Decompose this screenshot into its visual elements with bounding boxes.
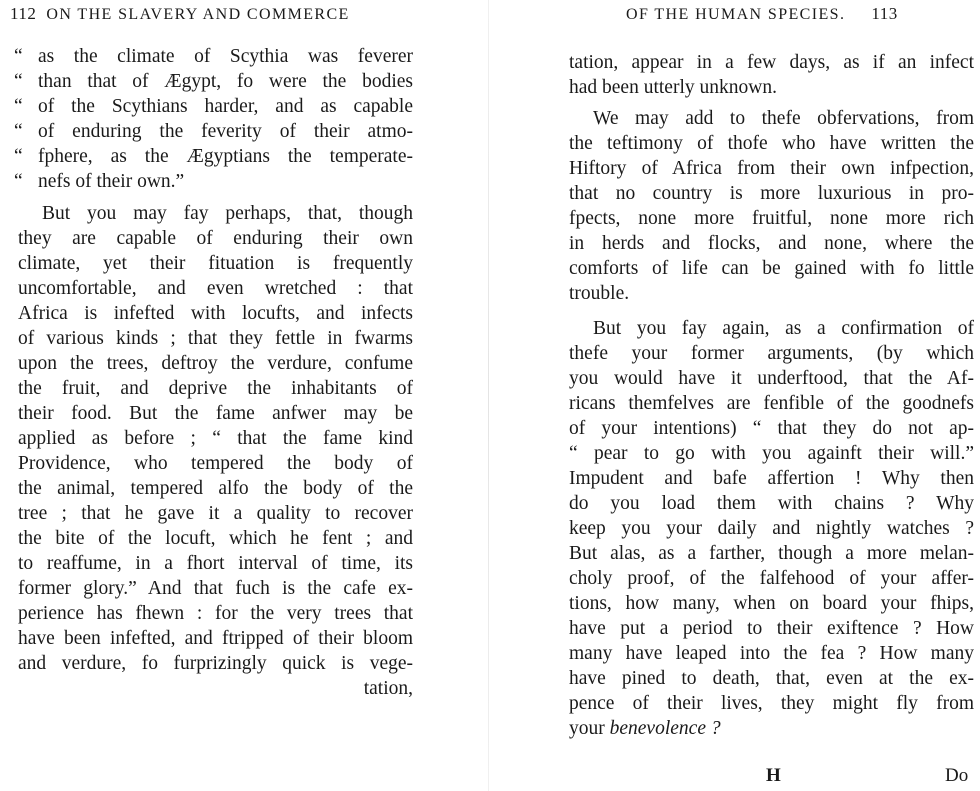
signature-mark: H [766,765,781,786]
text-line: “ fphere, as the Ægyptians the temperate- [14,146,413,167]
text-line: your benevolence ? [569,718,721,739]
left-page-number: 112 [10,4,37,23]
book-gutter [488,0,489,791]
text-line: But you fay again, as a confirmation of [593,318,974,339]
text-line: tions, how many, when on board your fhips, [569,593,974,614]
text-line: Africa is infefted with locufts, and infects [18,303,413,324]
catchword-line: tation, [363,678,413,699]
text-line: have been infefted, and ftripped of their bloom [18,628,413,649]
text-line: perience has fhewn : for the very trees that [18,603,413,624]
text-line: choly proof, of the falfehood of your affer- [569,568,974,589]
text-line: former glory.” And that fuch is the cafe ex- [18,578,413,599]
right-page [540,0,980,791]
text-line: comforts of life can be gained with fo little [569,258,974,279]
text-line: tation, appear in a few days, as if an infect [569,52,974,73]
right-head-title: OF THE HUMAN SPECIES. [626,6,846,23]
text-line: many have leaped into the fea ? How many [569,643,974,664]
text-line: uncomfortable, and even wretched : that [18,278,413,299]
text-line: But you may fay perhaps, that, though [42,203,413,224]
text-line: fpects, none more fruitful, none more rich [569,208,974,229]
catchword: Do [945,765,969,786]
text-line: We may add to thefe obfervations, from [593,108,974,129]
text-line: applied as before ; “ that the fame kind [18,428,413,449]
text-line: “ nefs of their own.” [14,171,185,192]
text-line: have put a period to their exiftence ? How [569,618,974,639]
text-line: “ pear to go with you againft their will.” [569,443,974,464]
text-line: “ of the Scythians harder, and as capable [14,96,413,117]
text-line: had been utterly unknown. [569,77,777,98]
text-line: of your intentions) “ that they do not ap- [569,418,974,439]
text-line: to reaffume, in a fhort interval of time, its [18,553,413,574]
text-line: “ than that of Ægypt, fo were the bodies [14,71,413,92]
text-line: climate, yet their fituation is frequently [18,253,413,274]
text-line: do you load them with chains ? Why [569,493,974,514]
text-line: the bite of the locuft, which he fent ; and [18,528,413,549]
text-line: the animal, tempered alfo the body of the [18,478,413,499]
text-line: in herds and flocks, and none, where the [569,233,974,254]
text-line: “ as the climate of Scythia was feverer [14,46,413,67]
text-line: Hiftory of Africa from their own infpection, [569,158,974,179]
text-line: upon the trees, deftroy the verdure, confume [18,353,413,374]
left-head-title: ON THE SLAVERY AND COMMERCE [46,6,350,23]
text-line: they are capable of enduring their own [18,228,413,249]
text-line: the teftimony of thofe who have written the [569,133,974,154]
text-line: Providence, who tempered the body of [18,453,413,474]
right-page-number: 113 [871,4,898,23]
text-line: thefe your former arguments, (by which [569,343,974,364]
text-line: Impudent and bafe affertion ! Why then [569,468,974,489]
text-line: keep you your daily and nightly watches ? [569,518,974,539]
text-line: that no country is more luxurious in pro- [569,183,974,204]
text-line: But alas, as a farther, though a more melan- [569,543,974,564]
right-running-head [626,4,898,24]
text-line: their food. But the fame anfwer may be [18,403,413,424]
text-line: “ of enduring the feverity of their atmo- [14,121,413,142]
text-line: tree ; that he gave it a quality to recover [18,503,413,524]
left-page [0,0,440,791]
text-line: of various kinds ; that they fettle in fwarms [18,328,413,349]
text-line: have pined to death, that, even at the ex- [569,668,974,689]
text-line: ricans themfelves are fenfible of the goodnefs [569,393,974,414]
text-line: the fruit, and deprive the inhabitants of [18,378,413,399]
text-line: and verdure, fo furprizingly quick is vege- [18,653,413,674]
left-running-head [10,4,350,24]
text-line: pence of their lives, they might fly from [569,693,974,714]
emphasis-benevolence: benevolence ? [609,718,721,739]
text-line: trouble. [569,283,630,304]
text-line: you would have it underftood, that the Af- [569,368,974,389]
